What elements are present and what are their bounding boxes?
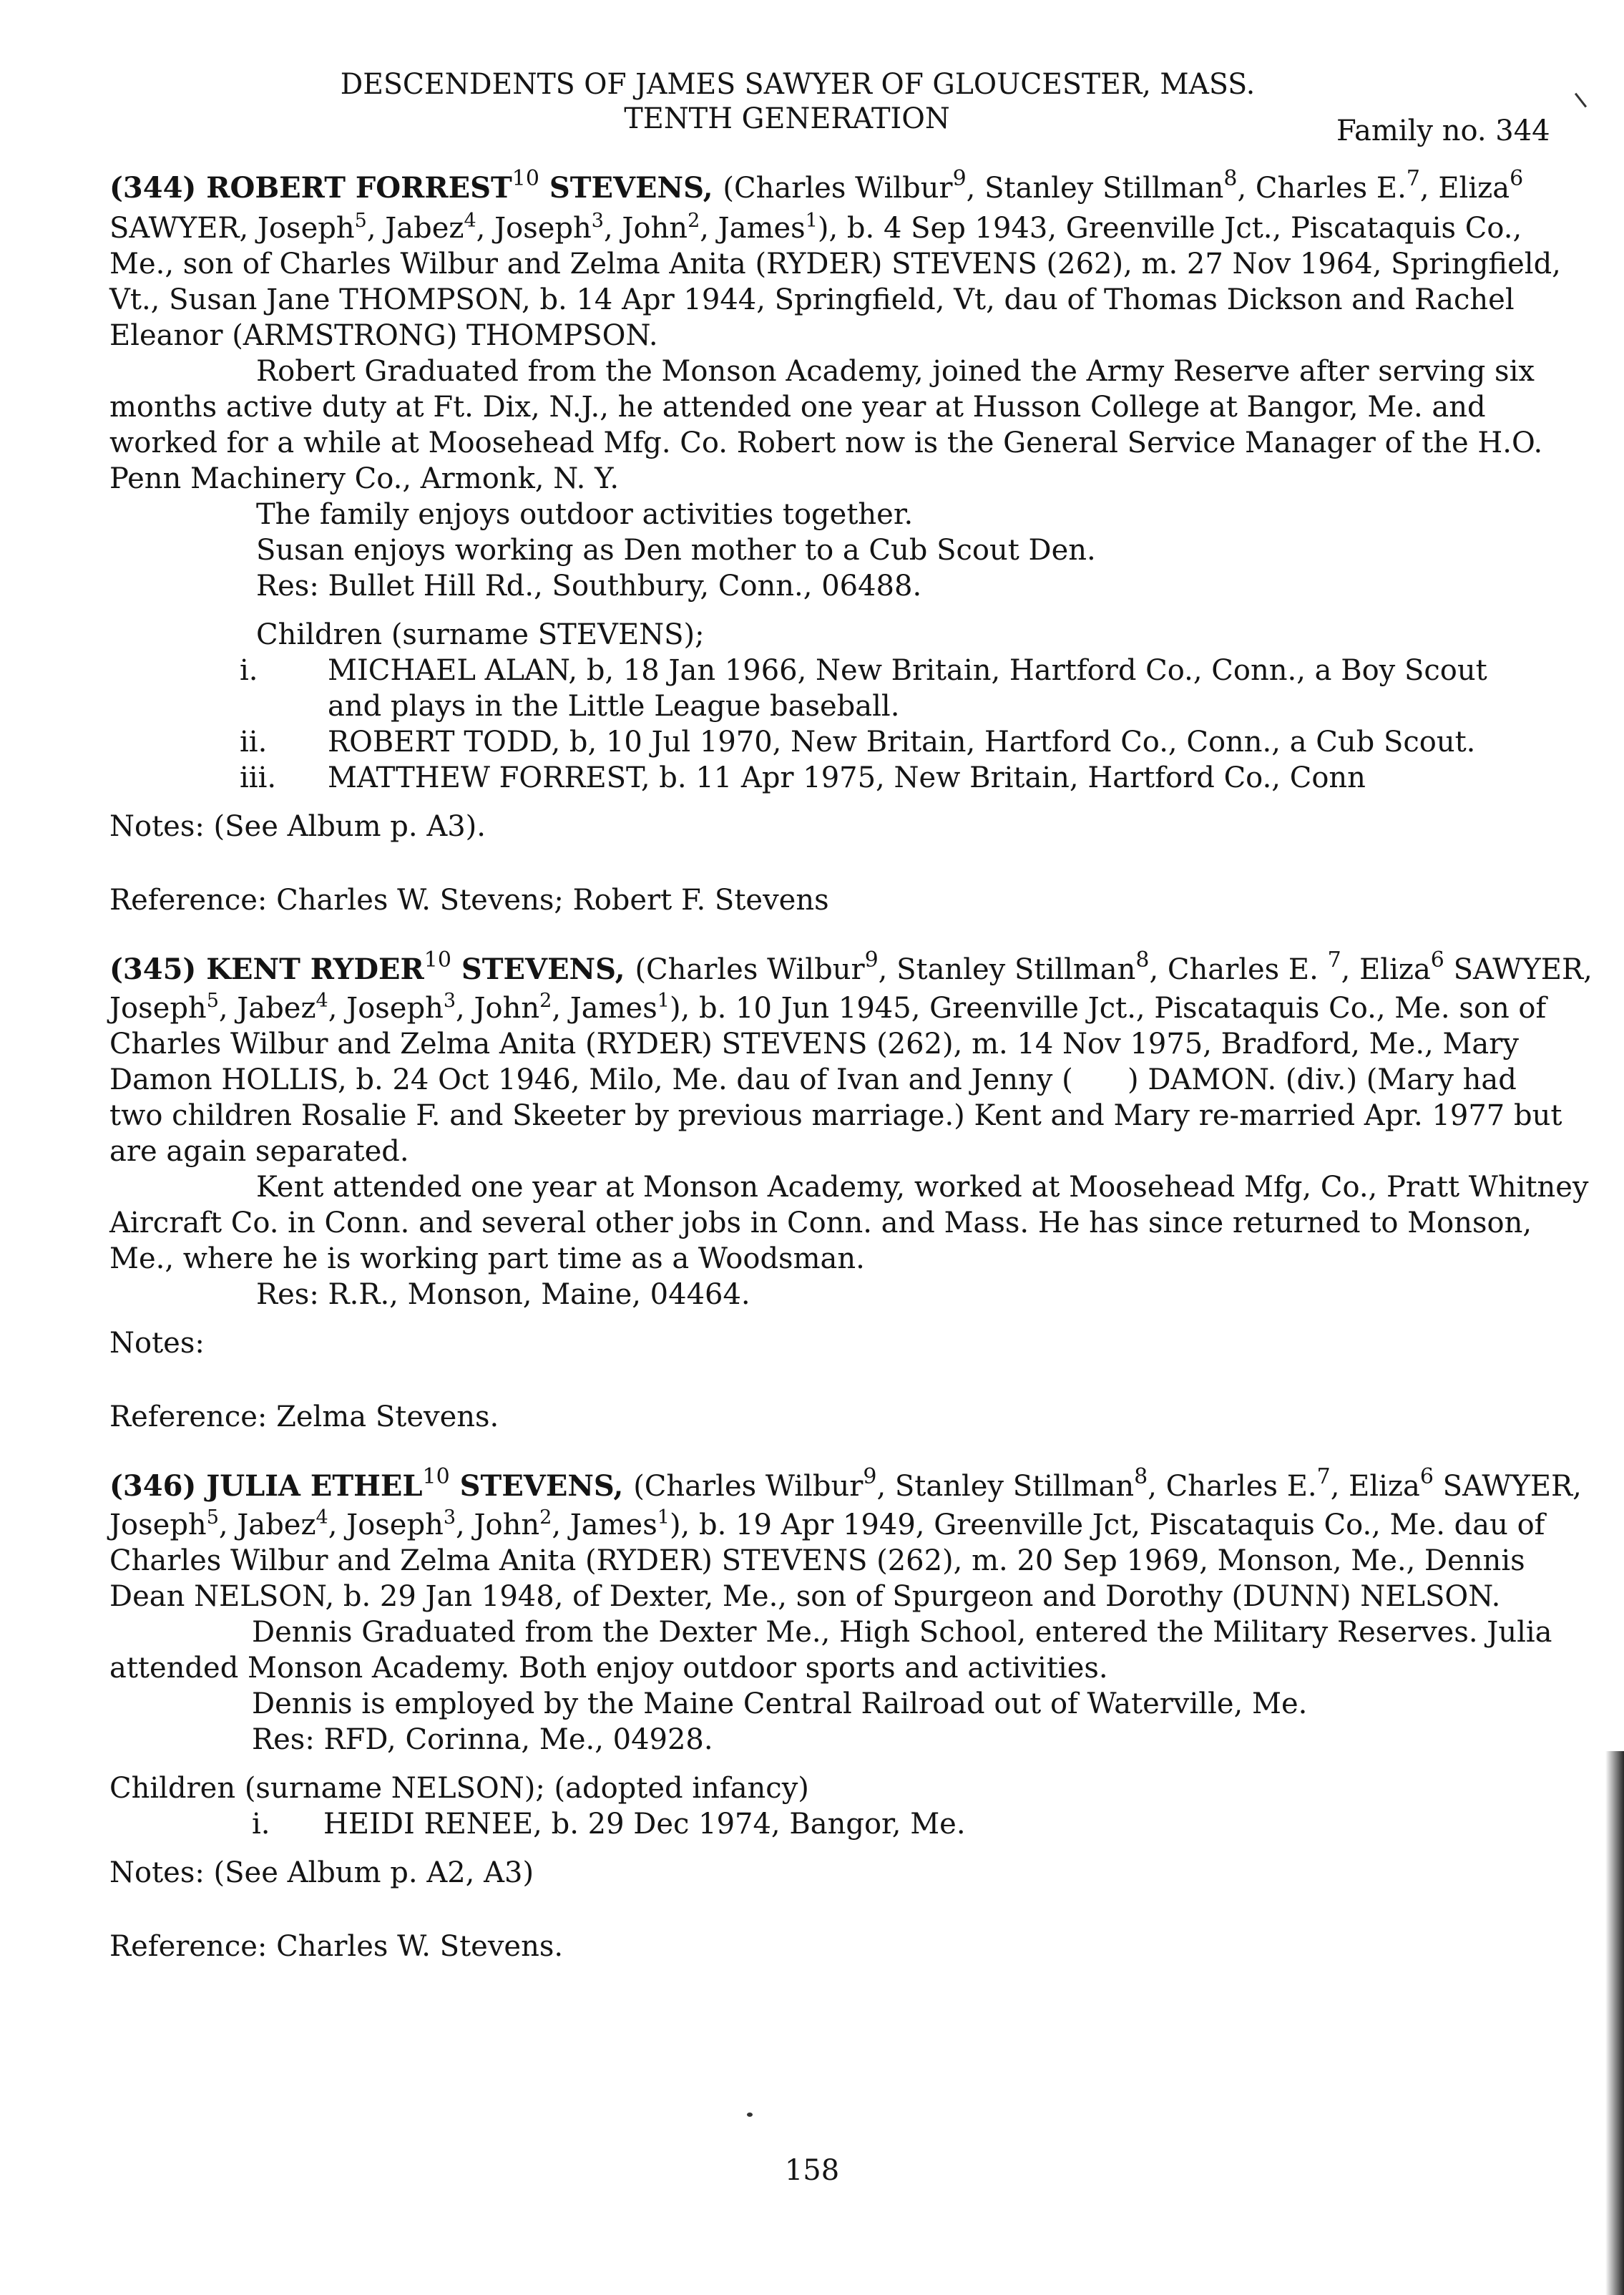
reference-line: Reference: Zelma Stevens. (109, 1400, 499, 1433)
lineage-text: , Joseph (328, 992, 444, 1025)
lineage-text: Joseph (109, 992, 207, 1025)
lineage-text: , Joseph (476, 212, 592, 245)
lineage-sup: 7 (1327, 947, 1341, 973)
lineage-text: , Jabez (366, 212, 464, 245)
body-line: Charles Wilbur and Zelma Anita (RYDER) STEVENS (262), m. 20 Sep 1969, Monson, Me., Dennis (109, 1544, 1525, 1577)
residence-line: Res: R.R., Monson, Maine, 04464. (256, 1278, 750, 1311)
lineage-text: , Eliza (1330, 1470, 1420, 1503)
lineage-text: , John (603, 212, 688, 245)
body-line: Aircraft Co. in Conn. and several other jobs in Conn. and Mass. He has since returned to Monson, (109, 1207, 1532, 1239)
entry-number: (346) (109, 1469, 207, 1503)
body-line: Me., where he is working part time as a Woodsman. (109, 1242, 865, 1275)
body-line: Vt., Susan Jane THOMPSON, b. 14 Apr 1944, Springfield, Vt, dau of Thomas Dickson and Rachel (109, 283, 1515, 316)
body-line: Robert Graduated from the Monson Academy, joined the Army Reserve after serving six (256, 355, 1535, 388)
lineage-sup: 5 (206, 1506, 219, 1529)
lineage-text: Joseph (109, 1509, 207, 1541)
body-line: attended Monson Academy. Both enjoy outdoor sports and activities. (109, 1652, 1108, 1685)
generation-sup: 10 (422, 1464, 450, 1489)
body-line: Charles Wilbur and Zelma Anita (RYDER) STEVENS (262), m. 14 Nov 1975, Bradford, Me., Mary (109, 1028, 1519, 1061)
body-line: Dennis is employed by the Maine Central Railroad out of Waterville, Me. (252, 1687, 1308, 1720)
lineage-sup: 1 (805, 210, 818, 232)
family-number: Family no. 344 (1336, 114, 1550, 147)
body-line: are again separated. (109, 1135, 409, 1168)
child-entry: MICHAEL ALAN, b, 18 Jan 1966, New Britain, Hartford Co., Conn., a Boy Scout (328, 654, 1487, 687)
child-entry: HEIDI RENEE, b. 29 Dec 1974, Bangor, Me. (323, 1808, 966, 1841)
lineage-sup: 7 (1406, 166, 1420, 191)
scan-edge-shadow (1605, 1751, 1624, 2295)
generation-sup: 10 (512, 166, 539, 191)
lineage-text: , John (456, 1509, 540, 1541)
lineage-text: (Charles Wilbur (635, 953, 865, 986)
lineage-text: , Stanley Stillman (876, 1470, 1135, 1503)
lineage-sup: 8 (1134, 1464, 1148, 1489)
child-numeral: iii. (240, 761, 277, 794)
body-line: Dennis Graduated from the Dexter Me., High School, entered the Military Reserves. Julia (252, 1616, 1552, 1649)
lineage-text: , Charles E. (1149, 953, 1328, 986)
lineage-text: (Charles Wilbur (723, 172, 953, 205)
children-heading: Children (surname STEVENS); (256, 618, 705, 651)
children-heading: Children (surname NELSON); (adopted infancy) (109, 1772, 809, 1805)
notes-line: Notes: (See Album p. A3). (109, 810, 486, 843)
lineage-text: , James (552, 992, 657, 1025)
lineage-sup: 9 (952, 166, 967, 191)
lineage-sup: 3 (591, 210, 604, 232)
lineage-text: , Jabez (218, 992, 316, 1025)
page-number: 158 (784, 2154, 840, 2187)
notes-line: Notes: (See Album p. A2, A3) (109, 1856, 534, 1889)
ink-speck (747, 2113, 753, 2117)
lineage-sup: 4 (315, 990, 328, 1012)
entry-345-line-1 (109, 947, 1593, 988)
entry-346-line-2 (109, 1507, 1545, 1543)
lineage-text: , Charles E. (1148, 1470, 1317, 1503)
lineage-text: , James (552, 1509, 657, 1541)
entry-346-line-1 (109, 1464, 1582, 1504)
lineage-text: , Joseph (328, 1509, 444, 1541)
lineage-sup: 3 (443, 990, 456, 1012)
lineage-sup: 3 (443, 1506, 456, 1529)
child-entry: ROBERT TODD, b, 10 Jul 1970, New Britain, Hartford Co., Conn., a Cub Scout. (328, 726, 1476, 759)
child-numeral: ii. (240, 726, 268, 759)
lineage-text: , James (700, 212, 806, 245)
entry-number: (345) (109, 952, 207, 986)
body-line: Dean NELSON, b. 29 Jan 1948, of Dexter, Me., son of Spurgeon and Dorothy (DUNN) NELSON. (109, 1580, 1501, 1613)
lineage-sup: 2 (688, 210, 700, 232)
lineage-sup: 4 (464, 210, 476, 232)
lineage-text: , Charles E. (1237, 172, 1407, 205)
lineage-sup: 8 (1135, 947, 1150, 973)
reference-line: Reference: Charles W. Stevens. (109, 1930, 564, 1963)
entry-surname: STEVENS, (449, 1469, 634, 1503)
lineage-text: SAWYER, (1433, 1470, 1582, 1503)
lineage-sup: 6 (1430, 947, 1444, 973)
lineage-text: , Eliza (1341, 953, 1431, 986)
entry-name: KENT RYDER (206, 952, 424, 986)
body-line: two children Rosalie F. and Skeeter by previous marriage.) Kent and Mary re-married Apr. 1977 but (109, 1099, 1562, 1132)
body-line: months active duty at Ft. Dix, N.J., he attended one year at Husson College at Bangor, Me. and (109, 391, 1486, 424)
body-line: worked for a while at Moosehead Mfg. Co. Robert now is the General Service Manager of the H.O. (109, 427, 1543, 459)
body-line: Me., son of Charles Wilbur and Zelma Anita (RYDER) STEVENS (262), m. 27 Nov 1964, Springfield, (109, 248, 1561, 281)
reference-line: Reference: Charles W. Stevens; Robert F. Stevens (109, 884, 829, 917)
entry-surname: STEVENS, (539, 171, 723, 205)
child-numeral: i. (252, 1808, 270, 1841)
lineage-sup: 2 (539, 1506, 552, 1529)
lineage-sup: 1 (657, 1506, 670, 1529)
lineage-sup: 1 (657, 990, 670, 1012)
generation-heading: TENTH GENERATION (624, 102, 950, 135)
lineage-sup: 2 (539, 990, 552, 1012)
lineage-text: , Jabez (218, 1509, 316, 1541)
lineage-sup: 5 (354, 210, 367, 232)
generation-sup: 10 (424, 947, 451, 973)
body-line: Eleanor (ARMSTRONG) THOMPSON. (109, 319, 658, 352)
residence-line: Res: Bullet Hill Rd., Southbury, Conn., 06488. (256, 570, 922, 603)
entry-344-line-2 (109, 210, 1522, 246)
entry-345-line-2 (109, 990, 1546, 1026)
body-line: Susan enjoys working as Den mother to a Cub Scout Den. (256, 534, 1096, 567)
lineage-text: SAWYER, Joseph (109, 212, 355, 245)
body-line: Kent attended one year at Monson Academy, worked at Moosehead Mfg, Co., Pratt Whitney (256, 1171, 1589, 1204)
entry-344-line-1 (109, 166, 1524, 206)
lineage-text: , Stanley Stillman (966, 172, 1224, 205)
residence-line: Res: RFD, Corinna, Me., 04928. (252, 1723, 713, 1756)
entry-number: (344) (109, 171, 207, 205)
lineage-text: , Eliza (1419, 172, 1510, 205)
lineage-text: , John (456, 992, 540, 1025)
lineage-text: SAWYER, (1444, 953, 1593, 986)
child-entry-continued: and plays in the Little League baseball. (328, 690, 900, 723)
lineage-text: , Stanley Stillman (878, 953, 1136, 986)
body-line: Penn Machinery Co., Armonk, N. Y. (109, 462, 620, 495)
child-numeral: i. (240, 654, 258, 687)
lineage-text: ), b. 10 Jun 1945, Greenville Jct., Piscataquis Co., Me. son of (669, 992, 1547, 1025)
lineage-text: ), b. 4 Sep 1943, Greenville Jct., Piscataquis Co., (817, 212, 1522, 245)
lineage-sup: 9 (863, 1464, 877, 1489)
document-title: DESCENDENTS OF JAMES SAWYER OF GLOUCESTER, MASS. (340, 68, 1256, 101)
body-line: Damon HOLLIS, b. 24 Oct 1946, Milo, Me. dau of Ivan and Jenny ( ) DAMON. (div.) (Mary had (109, 1063, 1517, 1096)
lineage-sup: 5 (206, 990, 219, 1012)
entry-name: JULIA ETHEL (206, 1469, 423, 1503)
lineage-sup: 8 (1223, 166, 1238, 191)
child-entry: MATTHEW FORREST, b. 11 Apr 1975, New Britain, Hartford Co., Conn (328, 761, 1366, 794)
lineage-text: ), b. 19 Apr 1949, Greenville Jct, Piscataquis Co., Me. dau of (669, 1509, 1545, 1541)
lineage-text: (Charles Wilbur (633, 1470, 864, 1503)
lineage-sup: 6 (1510, 166, 1524, 191)
lineage-sup: 4 (315, 1506, 328, 1529)
lineage-sup: 6 (1419, 1464, 1434, 1489)
entry-name: ROBERT FORREST (206, 171, 512, 205)
entry-surname: STEVENS, (451, 952, 635, 986)
lineage-sup: 9 (864, 947, 879, 973)
body-line: The family enjoys outdoor activities together. (256, 498, 914, 531)
notes-line: Notes: (109, 1327, 205, 1360)
lineage-sup: 7 (1316, 1464, 1331, 1489)
